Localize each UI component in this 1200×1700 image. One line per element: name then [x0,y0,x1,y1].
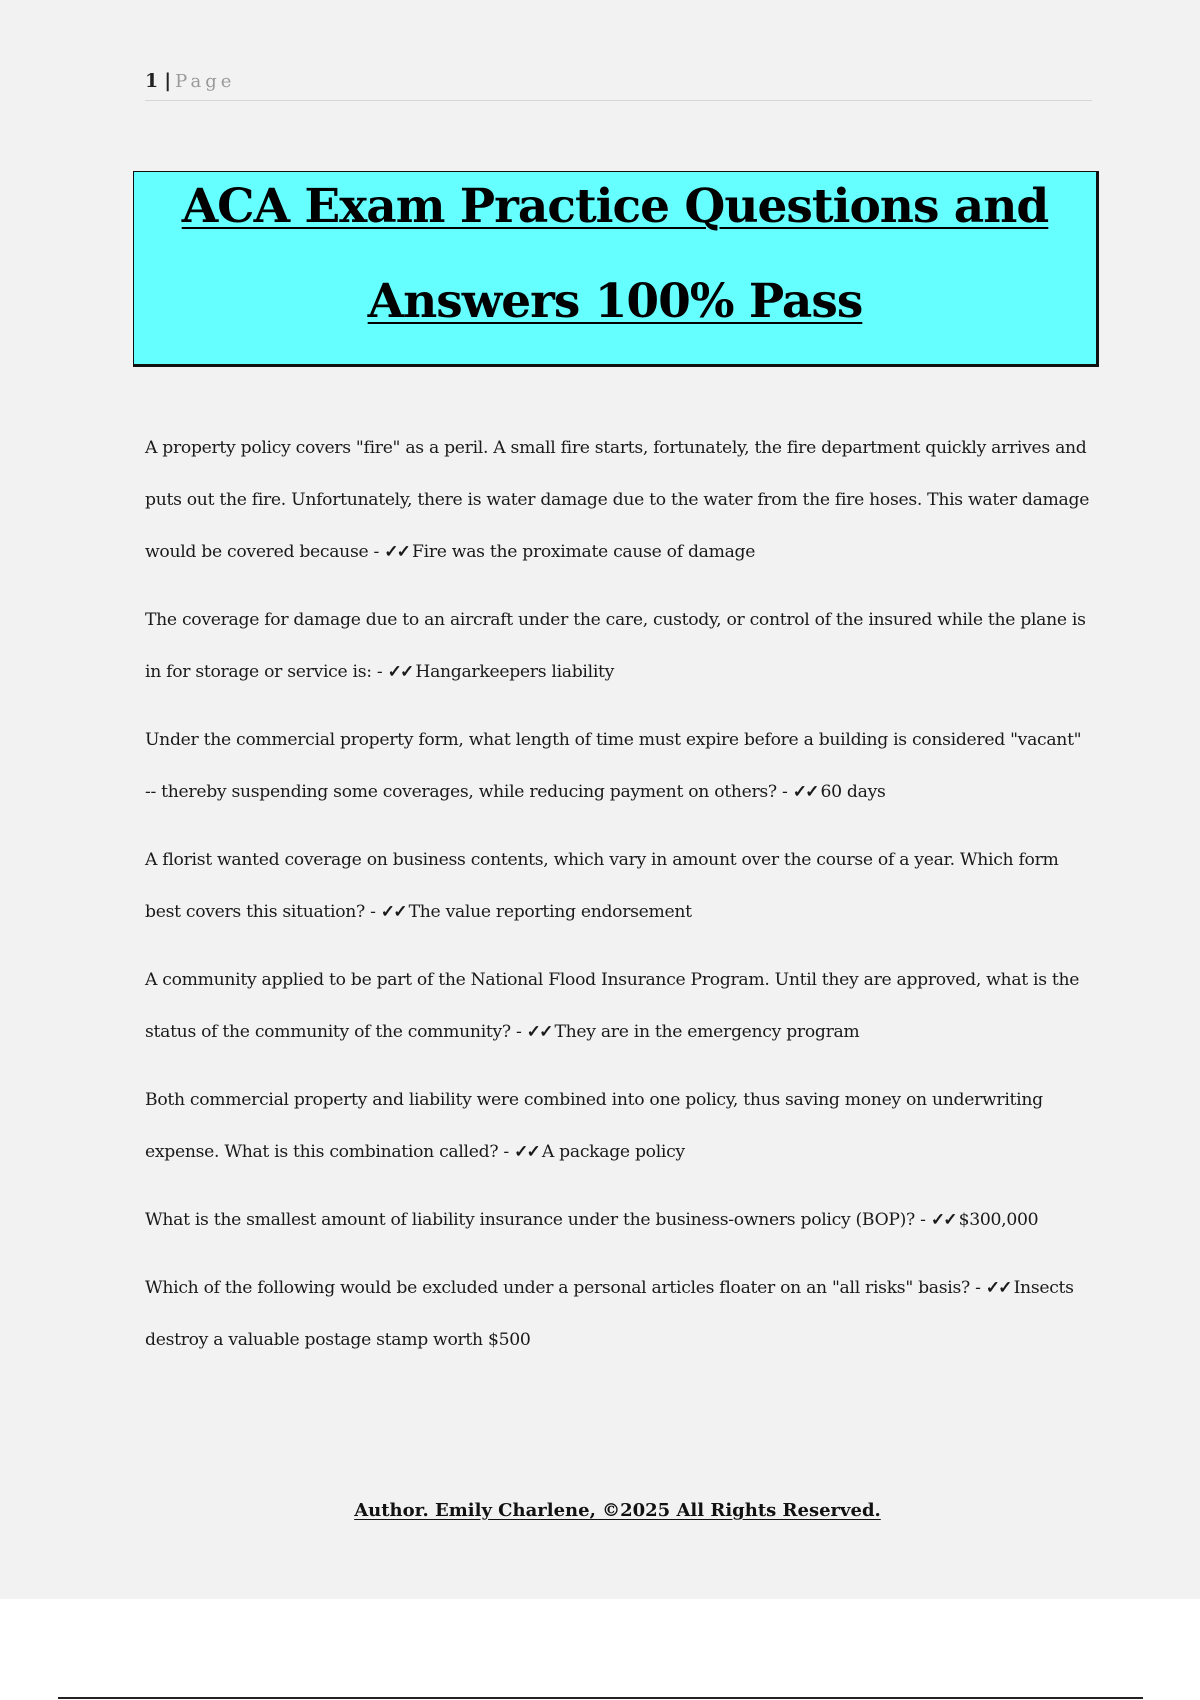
check-icon: ✓✓ [384,542,410,562]
page-header-separator: | [164,70,172,92]
qa-item [145,1074,1090,1178]
qa-question: Which of the following would be excluded under a personal articles floater on an "all risks" basis? - [145,1278,981,1298]
title-line-2 [134,274,1096,329]
qa-item [145,1262,1090,1366]
qa-question: The coverage for damage due to an aircraft under the care, custody, or control of the insured while the plane is in for storage or service is: - [145,610,1086,682]
qa-answer: Insects destroy a valuable postage stamp worth $500 [145,1278,1074,1350]
qa-item [145,954,1090,1058]
check-icon: ✓✓ [387,662,413,682]
qa-item [145,1194,1090,1246]
qa-question: A florist wanted coverage on business contents, which vary in amount over the course of a year. Which form best covers this situation? - [145,850,1059,922]
qa-answer: $300,000 [958,1210,1039,1230]
check-icon: ✓✓ [514,1142,539,1162]
qa-question: A community applied to be part of the National Flood Insurance Program. Until they are approved, what is the status of the community of the community? - [145,970,1080,1042]
qa-answer: A package policy [541,1142,685,1162]
check-icon: ✓✓ [930,1210,956,1230]
qa-answer: They are in the emergency program [554,1022,860,1042]
title-line-1 [134,179,1096,234]
check-icon: ✓✓ [985,1278,1011,1298]
qa-question: Both commercial property and liability were combined into one policy, thus saving money on underwriting expense. What is this combination called? - [145,1090,1043,1162]
page-number: 1 [145,70,159,92]
author-footer [0,1500,1200,1521]
page-header [145,70,1092,101]
qa-item [145,834,1090,938]
author-text: Author. Emily Charlene, ©2025 All Rights Reserved. [354,1500,881,1521]
qa-answer: Fire was the proximate cause of damage [412,542,756,562]
qa-answer: 60 days [820,782,886,802]
qa-answer: The value reporting endorsement [408,902,692,922]
qa-question: A property policy covers "fire" as a peril. A small fire starts, fortunately, the fire department quickly arrives and puts out the fire. Unfortunately, there is water damage due to the water from the fire hoses. This water damage would be covered because - [145,438,1090,562]
title-box [133,171,1099,367]
page-label: Page [175,71,236,92]
title-text-2: Answers 100% Pass [367,274,863,329]
next-page-rule [58,1697,1143,1699]
qa-item [145,594,1090,698]
check-icon: ✓✓ [380,902,406,922]
qa-answer: Hangarkeepers liability [415,662,615,682]
qa-item [145,422,1090,578]
check-icon: ✓✓ [792,782,818,802]
qa-item [145,714,1090,818]
qa-question: Under the commercial property form, what length of time must expire before a building is considered "vacant" -- thereby suspending some coverages, while reducing payment on others? - [145,730,1082,802]
title-text-1: ACA Exam Practice Questions and [181,179,1049,234]
check-icon: ✓✓ [526,1022,552,1042]
qa-question: What is the smallest amount of liability insurance under the business-owners policy (BOP)? - [145,1210,926,1230]
qa-list [145,422,1090,1382]
